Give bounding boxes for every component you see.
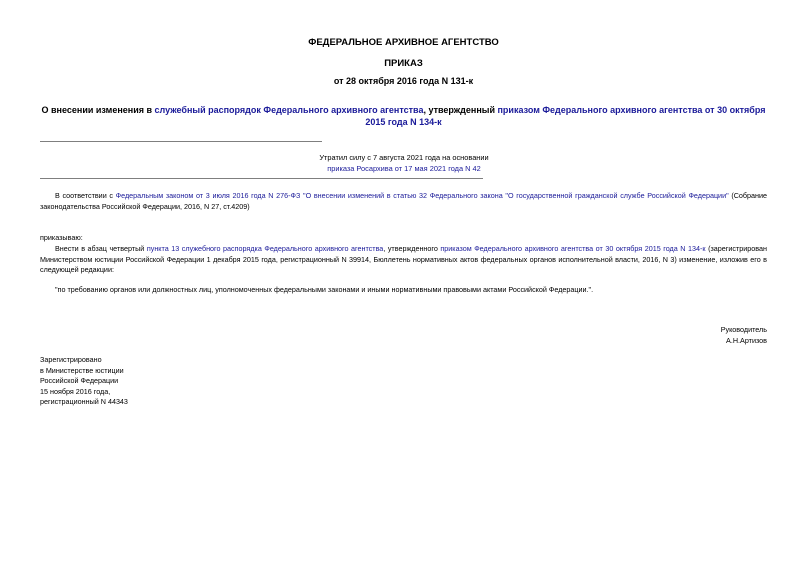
date-number-heading: от 28 октября 2016 года N 131-к [333,76,474,86]
title-text-1: О внесении изменения в [41,105,155,115]
body-text-2: , утвержденного [383,244,441,253]
preamble-text-2: (Собрание законодательства Российской Федерации, 2016, N 27, ст.4209) [40,191,768,211]
title-link-routine[interactable]: служебный распорядок Федерального архивного агентства [154,105,424,115]
agency-heading: ФЕДЕРАЛЬНОЕ АРХИВНОЕ АГЕНТСТВО [308,37,499,48]
body-clause-link[interactable]: пункта 13 служебного распорядка Федерального архивного агентства [146,244,384,253]
registration-line: регистрационный N 44343 [40,397,128,406]
registration-line: Российской Федерации [40,376,119,385]
title-text-2: , утвержденный [423,105,498,115]
status-link[interactable]: приказа Росархива от 17 мая 2021 года N 42 [327,164,481,173]
title-link-order[interactable]: приказом Федерального архивного агентства от 30 октября 2015 года N 134-к [365,105,766,127]
registration-block [40,355,128,408]
quote-paragraph: "по требованию органов или должностных лиц, уполномоченных федеральными законами и иными нормативными правовыми актами Российской Федерации.". [55,285,594,294]
status-note [300,152,508,174]
preamble-law-link[interactable]: Федеральным законом от 3 июля 2016 года N 276-ФЗ "О внесении изменений в статью 32 Федерального закона "О государственной гражданской службе Российской Федерации" [115,191,729,200]
signature-role: Руководитель [720,325,767,334]
body-order-link[interactable]: приказом Федерального архивного агентства от 30 октября 2015 года N 134-к [440,244,706,253]
body-text-3: (зарегистрирован Министерством юстиции Российской Федерации 1 декабря 2015 года, регистрационный N 39914, Бюллетень нормативных актов федеральных органов исполнительной власти, 2016, N 3) изменение, изложив его в следующей редакции: [40,244,767,274]
body-text-1: Внести в абзац четвертый [55,244,147,253]
status-text: Утратил силу с 7 августа 2021 года на основании [319,153,489,162]
doc-type-heading: ПРИКАЗ [384,58,423,69]
preamble-paragraph [40,191,767,212]
signature-block [721,325,767,346]
divider-top [40,141,322,142]
document-title [40,104,767,128]
order-word: приказываю: [40,233,83,242]
preamble-text-1: В соответствии с [55,191,116,200]
registration-line: Зарегистрировано [40,355,102,364]
divider-bottom [40,178,483,179]
registration-line: в Министерстве юстиции [40,365,124,375]
signature-name: А.Н.Артизов [726,335,767,345]
registration-line: 15 ноября 2016 года, [40,386,111,396]
body-paragraph [40,244,767,276]
